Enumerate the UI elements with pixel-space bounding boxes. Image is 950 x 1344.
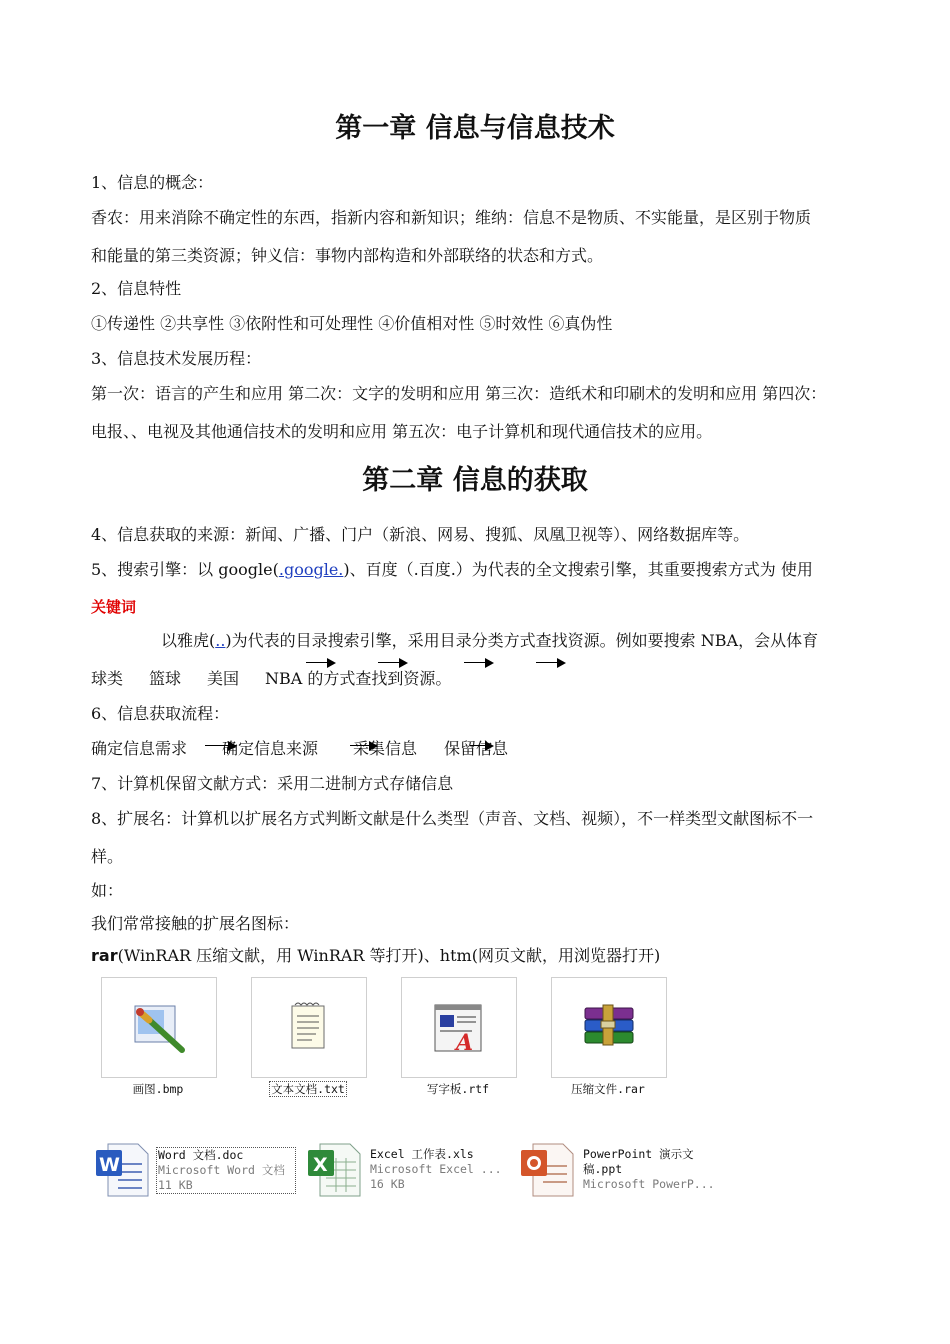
google-link[interactable]: .google.	[278, 560, 344, 579]
section-8-line-2: 样。	[91, 847, 124, 866]
keyword-label: 关键词	[91, 598, 137, 616]
rar-htm-line	[91, 943, 660, 966]
section-1-line-1: 香农：用来消除不确定性的东西，指新内容和新知识；维纳：信息不是物质、不实能量，是区别于物质	[91, 208, 812, 227]
section-3-heading: 3、信息技术发展历程：	[91, 349, 262, 368]
ppt-file-title-1: PowerPoint 演示文	[583, 1147, 694, 1161]
arrow-right-icon	[536, 662, 564, 663]
winrar-caption: 压缩文件.rar	[571, 1082, 645, 1096]
notepad-icon	[252, 978, 366, 1077]
paint-icon-tile[interactable]	[101, 977, 217, 1078]
arrow-right-icon	[350, 745, 376, 746]
notepad-icon-tile[interactable]	[251, 977, 367, 1078]
flow-step-1: 确定信息需求	[91, 739, 188, 758]
ppt-file-icon[interactable]	[519, 1142, 579, 1198]
section-6-heading: 6、信息获取流程：	[91, 704, 230, 723]
wordpad-icon-tile[interactable]	[401, 977, 517, 1078]
word-file-type: Microsoft Word 文档	[158, 1163, 285, 1177]
flow-step-2: 确定信息来源	[222, 739, 319, 758]
excel-file-size: 16 KB	[370, 1177, 405, 1191]
arrow-right-icon	[470, 745, 492, 746]
excel-file-icon[interactable]	[306, 1142, 366, 1198]
section-7-body: 7、计算机保留文献方式：采用二进制方式存储信息	[91, 774, 454, 793]
notepad-caption-wrap	[233, 1081, 383, 1097]
yahoo-post: )为代表的目录搜索引擎，采用目录分类方式查找资源。例如要搜索 NBA，会从体育	[225, 631, 819, 650]
svg-text:A: A	[456, 1030, 474, 1056]
word-file-info[interactable]	[156, 1147, 296, 1194]
winrar-icon	[552, 978, 666, 1077]
yahoo-pre: 以雅虎(	[161, 631, 216, 650]
section-3-line-2: 电报、、电视及其他通信技术的发明和应用 第五次：电子计算机和现代通信技术的应用。	[91, 422, 713, 441]
yahoo-link[interactable]: ..	[215, 631, 226, 650]
ppt-file-type: Microsoft PowerP...	[583, 1177, 715, 1191]
word-file-title: Word 文档.doc	[158, 1148, 244, 1162]
arrow-right-icon	[378, 662, 406, 663]
common-icons-label: 我们常常接触的扩展名图标：	[91, 914, 300, 933]
chapter-1-title: 第一章 信息与信息技术	[335, 113, 615, 144]
section-4-body: 4、信息获取的来源：新闻、广播、门户（新浪、网易、搜狐、凤凰卫视等）、网络数据库等。	[91, 525, 750, 544]
rar-bold: rar	[91, 946, 118, 965]
ppt-file-info[interactable]	[583, 1147, 715, 1192]
excel-file-info[interactable]	[370, 1147, 502, 1192]
section-3-line-1: 第一次：语言的产生和应用 第二次：文字的发明和应用 第三次：造纸术和印刷术的发明和应用 第四次：	[91, 384, 827, 403]
section-1-line-2: 和能量的第三类资源；钟义信：事物内部构造和外部联络的状态和方式。	[91, 246, 604, 265]
section-8-line-1: 8、扩展名：计算机以扩展名方式判断文献是什么类型（声音、文档、视频），不一样类型文献图标不一	[91, 809, 814, 828]
section-2-body: ①传递性 ②共享性 ③依附性和可处理性 ④价值相对性 ⑤时效性 ⑥真伪性	[91, 314, 613, 333]
example-label: 如：	[91, 881, 124, 900]
word-file-size: 11 KB	[158, 1178, 193, 1192]
section-2-heading: 2、信息特性	[91, 279, 182, 298]
wordpad-caption: 写字板.rtf	[426, 1082, 490, 1096]
notepad-caption: 文本文档.txt	[271, 1082, 345, 1096]
svg-text:W: W	[99, 1154, 120, 1176]
arrow-right-icon	[464, 662, 492, 663]
section-5-line-1	[91, 557, 813, 580]
path-word-1: 球类	[91, 669, 124, 688]
flow-step-3: 采集信息	[353, 739, 418, 758]
path-word-3: 美国	[207, 669, 240, 688]
section-5-post: )、百度（.百度.）为代表的全文搜索引擎，其重要搜索方式为 使用	[343, 560, 813, 579]
flow-step-4: 保留信息	[444, 739, 509, 758]
section-5-line-2	[161, 628, 818, 651]
path-word-4: NBA 的方式查找到资源。	[265, 669, 452, 688]
paint-icon	[102, 978, 216, 1077]
rar-rest: (WinRAR 压缩文献，用 WinRAR 等打开)、htm(网页文献，用浏览器打开)	[117, 946, 661, 965]
arrow-right-icon	[306, 662, 334, 663]
arrow-right-icon	[205, 745, 235, 746]
excel-file-type: Microsoft Excel ...	[370, 1162, 502, 1176]
section-5-pre: 5、搜索引擎：以 google(	[91, 560, 279, 579]
svg-text:X: X	[313, 1154, 328, 1176]
wordpad-icon	[402, 978, 516, 1077]
path-word-2: 篮球	[149, 669, 182, 688]
chapter-2-title: 第二章 信息的获取	[362, 465, 588, 496]
excel-file-title: Excel 工作表.xls	[370, 1147, 474, 1161]
ppt-file-title-2: 稿.ppt	[583, 1162, 623, 1176]
word-file-icon[interactable]	[94, 1142, 150, 1198]
winrar-icon-tile[interactable]	[551, 977, 667, 1078]
section-1-heading: 1、信息的概念：	[91, 173, 214, 192]
paint-caption: 画图.bmp	[132, 1082, 184, 1096]
